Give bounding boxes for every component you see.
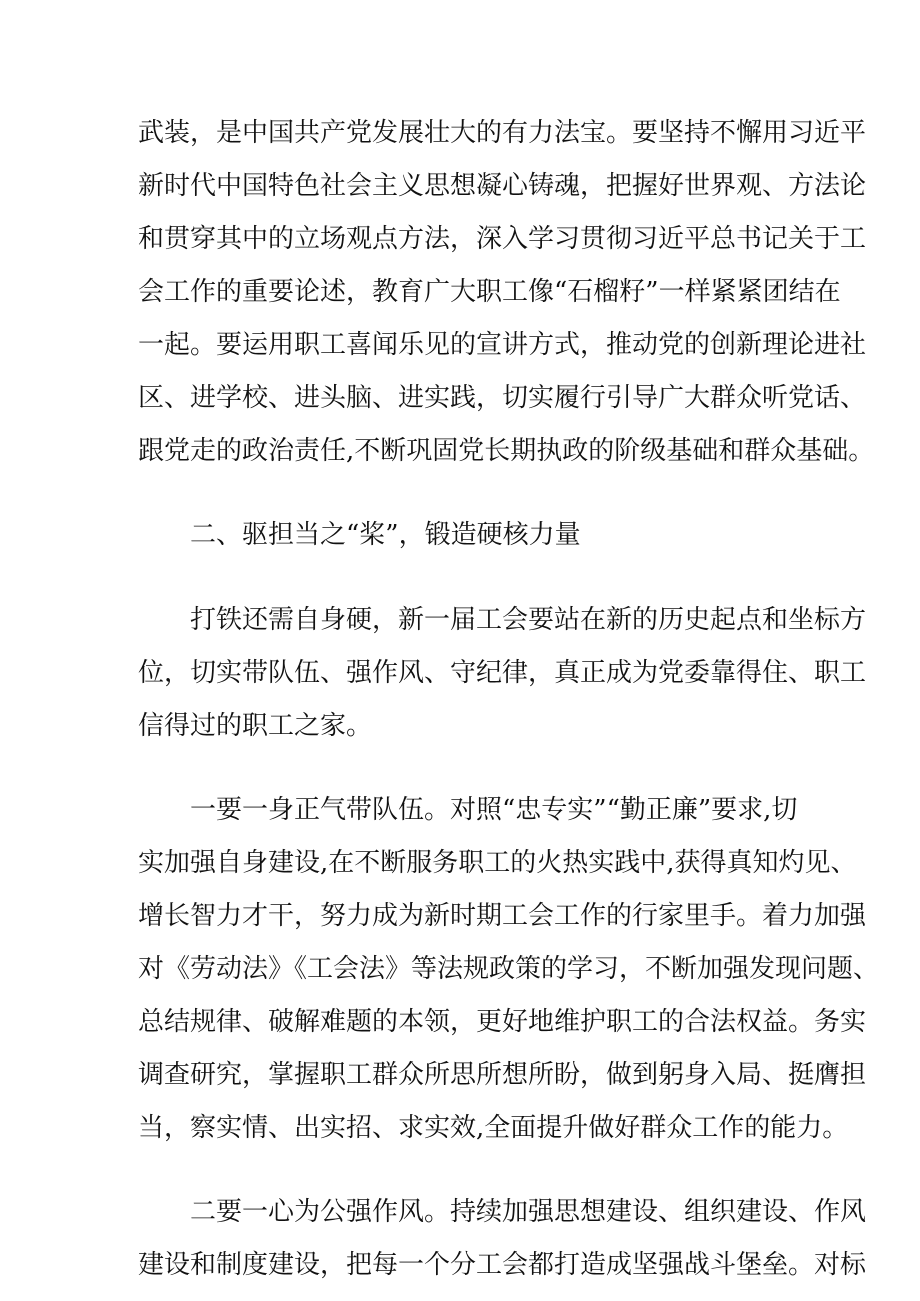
paragraph-2-line-2: 位，切实带队伍、强作风、守纪律，真正成为党委靠得住、职工 — [138, 658, 867, 688]
paragraph-3-line-5: 总结规律、破解难题的本领，更好地维护职工的合法权益。务实 — [138, 1007, 867, 1037]
paragraph-1-line-3: 和贯穿其中的立场观点方法，深入学习贯彻习近平总书记关于工 — [138, 224, 867, 254]
paragraph-1-line-5: 一起。要运用职工喜闻乐见的宣讲方式，推动党的创新理论进社 — [138, 330, 867, 360]
paragraph-1-line-1: 武装，是中国共产党发展壮大的有力法宝。要坚持不懈用习近平 — [138, 118, 867, 148]
paragraph-1-line-2: 新时代中国特色社会主义思想凝心铸魂，把握好世界观、方法论 — [138, 171, 867, 201]
paragraph-3-line-2: 实加强自身建设,在不断服务职工的火热实践中,获得真知灼见、 — [138, 848, 857, 878]
paragraph-3-line-1: 一要一身正气带队伍。对照“忠专实”“勤正廉”要求,切 — [190, 795, 798, 825]
section-heading: 二、驱担当之“桨”，锻造硬核力量 — [190, 520, 581, 550]
paragraph-4-line-1: 二要一心为公强作风。持续加强思想建设、组织建设、作风 — [190, 1197, 867, 1227]
paragraph-4-line-2: 建设和制度建设，把每一个分工会都打造成坚强战斗堡垒。对标 — [138, 1250, 867, 1280]
paragraph-2-line-3: 信得过的职工之家。 — [138, 711, 373, 741]
paragraph-3-line-6: 调查研究，掌握职工群众所思所想所盼，做到躬身入局、挺膺担 — [138, 1060, 867, 1090]
paragraph-1-line-4: 会工作的重要论述，教育广大职工像“石榴籽”一样紧紧团结在 — [138, 277, 841, 307]
paragraph-3-line-7: 当，察实情、出实招、求实效,全面提升做好群众工作的能力。 — [138, 1113, 849, 1143]
paragraph-3-line-4: 对《劳动法》《工会法》等法规政策的学习，不断加强发现问题、 — [138, 954, 880, 984]
paragraph-1-line-6: 区、进学校、进头脑、进实践，切实履行引导广大群众听党话、 — [138, 383, 867, 413]
paragraph-3-line-3: 增长智力才干，努力成为新时期工会工作的行家里手。着力加强 — [138, 901, 867, 931]
paragraph-2-line-1: 打铁还需自身硬，新一届工会要站在新的历史起点和坐标方 — [190, 605, 867, 635]
paragraph-1-line-7: 跟党走的政治责任,不断巩固党长期执政的阶级基础和群众基础。 — [138, 436, 875, 466]
